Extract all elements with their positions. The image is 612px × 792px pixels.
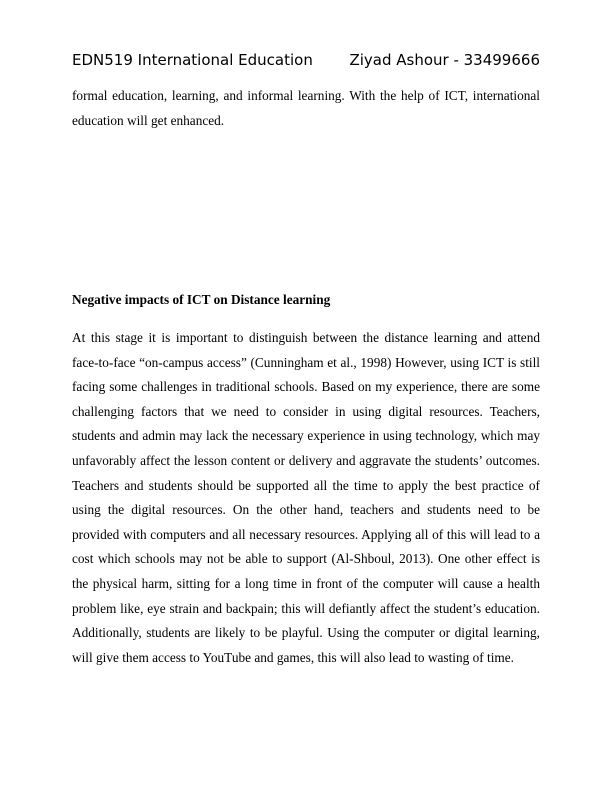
intro-paragraph: formal education, learning, and informal learning. With the help of ICT, international education will get enhanced. [72, 88, 540, 128]
header-author: Ziyad Ashour - 33499666 [349, 51, 540, 69]
page-header [72, 51, 540, 73]
section-paragraph: At this stage it is important to distinguish between the distance learning and attend face-to-face “on-campus access” (Cunningham et al., 1998) However, using ICT is still facing some challenges in traditional schools. Based on my experience, there are some challenging factors that we need to consider in using digital resources. Teachers, students and admin may lack the necessary experience in using technology, which may unfavorably affect the lesson content or delivery and aggravate the students’ outcomes. Teachers and students should be supported all the time to apply the best practice of using the digital resources. On the other hand, teachers and students need to be provided with computers and all necessary resources. Applying all of this will lead to a cost which schools may not be able to support (Al-Shboul, 2013). One other effect is the physical harm, sitting for a long time in front of the computer will cause a health problem like, eye strain and backpain; this will defiantly affect the student’s education. Additionally, students are likely to be playful. Using the computer or digital learning, will give them access to YouTube and games, this will also lead to wasting of time. [72, 330, 540, 665]
section-heading: Negative impacts of ICT on Distance learning [72, 292, 331, 307]
header-course-title: EDN519 International Education [72, 51, 313, 69]
